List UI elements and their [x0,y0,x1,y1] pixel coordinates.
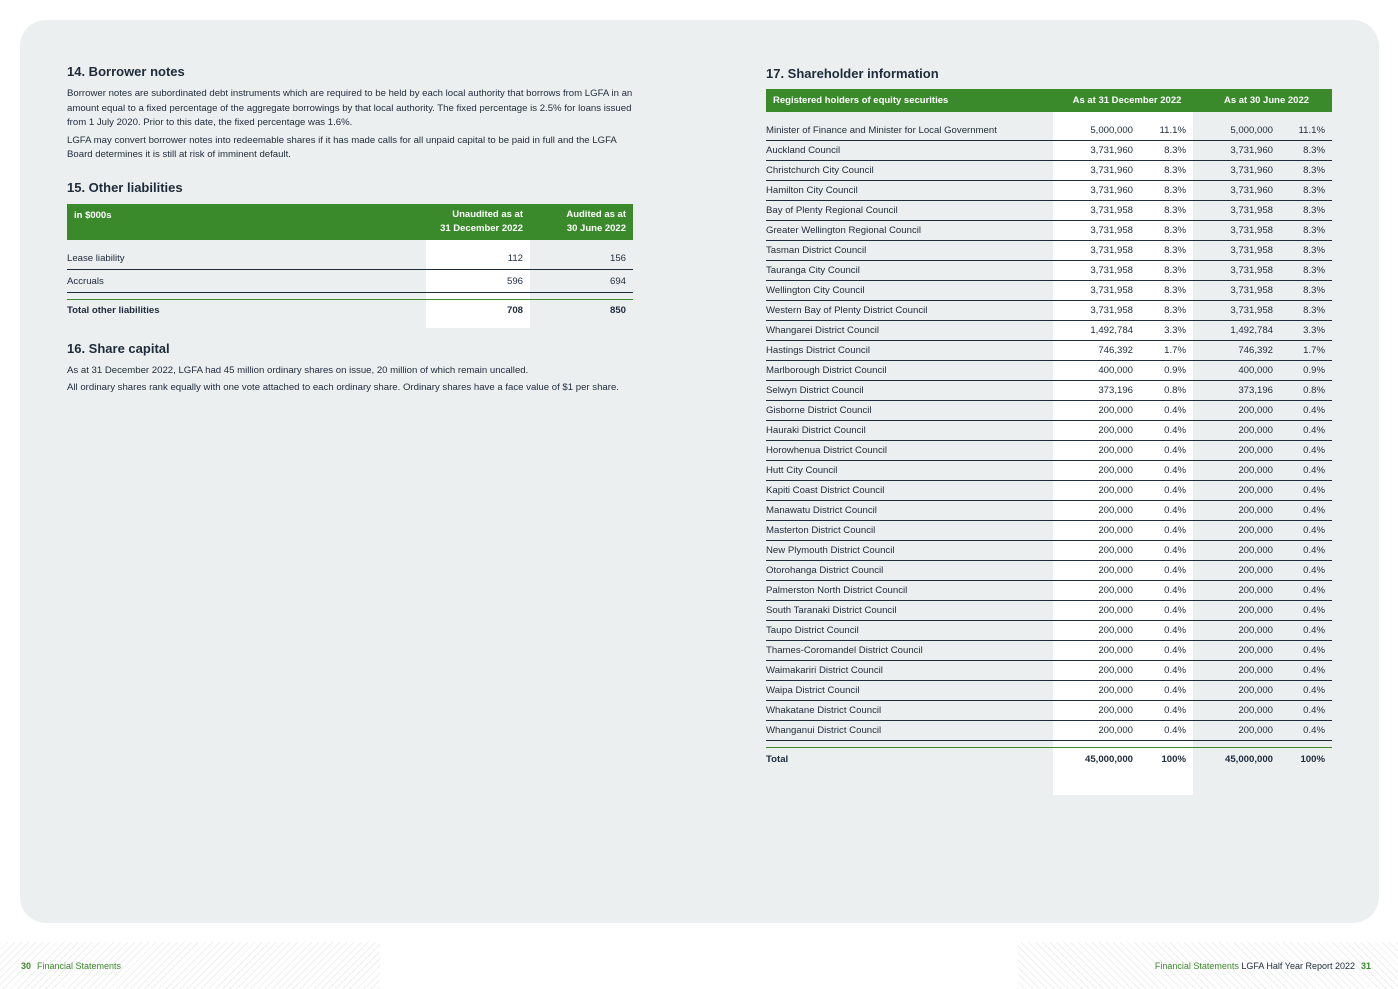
shares-jun: 200,000 [1238,465,1273,476]
shares-dec: 200,000 [1098,725,1133,736]
shares-jun: 3,731,958 [1230,245,1273,256]
row-value-audited: 156 [609,252,626,264]
holder-name: Tasman District Council [766,245,867,256]
page-number-right: 31 [1360,961,1371,971]
shares-jun: 373,196 [1238,385,1273,396]
table-row [766,161,1332,181]
shares-dec: 3,731,958 [1090,285,1133,296]
table-row [67,270,633,293]
table-row [766,601,1332,621]
holder-name: Whanganui District Council [766,725,882,736]
pct-dec: 8.3% [1164,245,1186,256]
holder-name: Hastings District Council [766,345,870,356]
holder-name: Whakatane District Council [766,705,882,716]
holder-name: Selwyn District Council [766,385,864,396]
holder-name: Thames-Coromandel District Council [766,645,923,656]
pct-dec: 0.8% [1164,385,1186,396]
table-row [766,201,1332,221]
pct-jun: 0.4% [1303,565,1325,576]
holder-name: Christchurch City Council [766,165,874,176]
pct-dec: 0.4% [1164,505,1186,516]
pct-jun: 0.4% [1303,705,1325,716]
table-row [766,281,1332,301]
pct-jun: 0.4% [1303,605,1325,616]
pct-jun: 8.3% [1303,185,1325,196]
table-row [766,321,1332,341]
share-capital-para-2: All ordinary shares rank equally with one vote attached to each ordinary share. Ordinary shares have a face value of $1 per share. [67,382,619,393]
shares-jun: 3,731,958 [1230,285,1273,296]
holder-name: Waipa District Council [766,685,860,696]
pct-dec: 11.1% [1159,125,1186,136]
shares-dec: 200,000 [1098,545,1133,556]
shares-dec: 3,731,958 [1090,245,1133,256]
pct-dec: 0.4% [1164,625,1186,636]
shares-dec: 200,000 [1098,445,1133,456]
table-row [67,251,633,270]
pct-dec: 3.3% [1164,325,1186,336]
shares-jun: 746,392 [1238,345,1273,356]
share-capital-para-1: As at 31 December 2022, LGFA had 45 million ordinary shares on issue, 20 million of which remain uncalled. [67,364,529,376]
pct-jun: 0.4% [1303,625,1325,636]
shares-jun: 200,000 [1238,665,1273,676]
holder-name: Otorohanga District Council [766,565,884,576]
row-value-unaudited: 596 [506,275,523,287]
pct-dec: 0.4% [1164,425,1186,436]
pct-jun: 0.4% [1303,665,1325,676]
other-liabilities-heading: 15. Other liabilities [67,179,183,195]
pct-jun: 0.4% [1303,725,1325,736]
pct-jun: 8.3% [1303,285,1325,296]
pct-jun: 8.3% [1303,305,1325,316]
pct-dec: 0.4% [1164,705,1186,716]
holder-name: Greater Wellington Regional Council [766,225,922,236]
shares-dec: 200,000 [1098,605,1133,616]
header-unaudited-line2: 31 December 2022 [440,222,523,234]
pct-jun: 8.3% [1303,145,1325,156]
other-liabilities-table [67,204,633,321]
right-column [766,66,1332,771]
header-unaudited-line1: Unaudited as at [452,208,523,220]
pct-jun: 8.3% [1303,265,1325,276]
holder-name: Waimakariri District Council [766,665,883,676]
row-value-audited: 694 [609,275,626,287]
pct-jun: 1.7% [1303,345,1325,356]
holder-name: Gisborne District Council [766,405,872,416]
pct-dec: 0.4% [1164,525,1186,536]
shares-dec: 746,392 [1098,345,1133,356]
shares-jun: 400,000 [1238,365,1273,376]
pct-dec: 0.4% [1164,605,1186,616]
pct-jun: 0.4% [1303,505,1325,516]
shares-jun: 3,731,960 [1230,185,1273,196]
table-row [766,721,1332,741]
table-row [766,401,1332,421]
pct-jun: 0.4% [1303,685,1325,696]
shareholder-rows [766,121,1332,741]
total-pct-jun: 100% [1300,754,1325,765]
total-label: Total other liabilities [67,304,160,316]
holder-name: Western Bay of Plenty District Council [766,305,928,316]
pct-jun: 8.3% [1303,165,1325,176]
holder-name: New Plymouth District Council [766,545,895,556]
table-row [766,221,1332,241]
table-row [766,561,1332,581]
pct-dec: 8.3% [1164,185,1186,196]
table-row [766,521,1332,541]
shares-dec: 5,000,000 [1090,125,1133,136]
pct-dec: 0.4% [1164,445,1186,456]
shares-jun: 200,000 [1238,725,1273,736]
shares-dec: 200,000 [1098,525,1133,536]
pct-dec: 8.3% [1164,265,1186,276]
share-capital-heading: 16. Share capital [67,340,170,356]
shares-dec: 3,731,960 [1090,165,1133,176]
shares-dec: 200,000 [1098,485,1133,496]
table-row [766,501,1332,521]
pct-dec: 0.4% [1164,645,1186,656]
header-holders: Registered holders of equity securities [773,95,949,106]
shares-dec: 400,000 [1098,365,1133,376]
holder-name: Marlborough District Council [766,365,887,376]
pct-jun: 0.4% [1303,425,1325,436]
pct-jun: 0.4% [1303,545,1325,556]
shares-jun: 200,000 [1238,585,1273,596]
borrower-notes-heading: 14. Borrower notes [67,64,185,79]
pct-dec: 0.4% [1164,565,1186,576]
pct-dec: 0.4% [1164,665,1186,676]
shares-jun: 200,000 [1238,545,1273,556]
total-label: Total [766,754,789,765]
shareholder-heading: 17. Shareholder information [766,66,939,81]
shares-jun: 200,000 [1238,425,1273,436]
holder-name: Horowhenua District Council [766,445,888,456]
shares-jun: 200,000 [1238,645,1273,656]
holder-name: Kapiti Coast District Council [766,485,885,496]
shares-dec: 373,196 [1098,385,1133,396]
shares-jun: 200,000 [1238,625,1273,636]
shares-dec: 200,000 [1098,645,1133,656]
shares-jun: 3,731,960 [1230,145,1273,156]
pct-jun: 11.1% [1298,125,1325,136]
shares-dec: 1,492,784 [1090,325,1133,336]
pct-jun: 0.4% [1303,405,1325,416]
borrower-notes-para-1: Borrower notes are subordinated debt instruments which are required to be held by each local authority that borrows from LGFA in an amount equal to a fixed percentage of the aggregate borrowings by that local authority. The fixed percentage is 2.5% for loans issued from 1 July 2020. Prior to this date, the fixed percentage was 1.6%. [67,88,633,128]
table-row [766,481,1332,501]
table-row [766,361,1332,381]
pct-jun: 0.4% [1303,525,1325,536]
pct-dec: 8.3% [1164,205,1186,216]
shares-dec: 3,731,958 [1090,225,1133,236]
pct-jun: 0.8% [1303,385,1325,396]
table-row [766,681,1332,701]
pct-dec: 8.3% [1164,225,1186,236]
table-row [766,141,1332,161]
shares-jun: 200,000 [1238,685,1273,696]
holder-name: Tauranga City Council [766,265,860,276]
total-unaudited: 708 [506,304,523,316]
page-number-left: 30 [21,961,32,971]
holder-name: Minister of Finance and Minister for Local Government [766,125,997,136]
shares-dec: 200,000 [1098,685,1133,696]
table-row [766,641,1332,661]
shares-dec: 3,731,960 [1090,185,1133,196]
header-audited-line2: 30 June 2022 [566,222,626,234]
row-label: Accruals [67,275,104,287]
holder-name: Hamilton City Council [766,185,858,196]
pct-jun: 0.4% [1303,445,1325,456]
table-row [766,301,1332,321]
holder-name: Bay of Plenty Regional Council [766,205,898,216]
shares-jun: 200,000 [1238,705,1273,716]
header-units: in $000s [74,209,112,221]
shares-dec: 200,000 [1098,565,1133,576]
pct-jun: 8.3% [1303,205,1325,216]
total-shares-jun: 45,000,000 [1224,754,1273,765]
table-row [766,541,1332,561]
shares-dec: 3,731,958 [1090,265,1133,276]
shares-dec: 200,000 [1098,465,1133,476]
table-row [766,421,1332,441]
shares-jun: 200,000 [1238,485,1273,496]
shares-jun: 3,731,958 [1230,205,1273,216]
table-header [766,89,1332,112]
shares-dec: 3,731,960 [1090,145,1133,156]
shares-jun: 3,731,958 [1230,305,1273,316]
holder-name: South Taranaki District Council [766,605,897,616]
header-audited [530,204,633,240]
pct-dec: 0.4% [1164,725,1186,736]
shares-jun: 200,000 [1238,565,1273,576]
shares-jun: 3,731,958 [1230,225,1273,236]
pct-jun: 0.4% [1303,485,1325,496]
pct-dec: 0.4% [1164,585,1186,596]
shares-dec: 3,731,958 [1090,205,1133,216]
pct-dec: 8.3% [1164,305,1186,316]
table-row [766,621,1332,641]
shares-jun: 3,731,960 [1230,165,1273,176]
pct-dec: 0.4% [1164,465,1186,476]
footer-report-title: LGFA Half Year Report 2022 [1238,961,1355,971]
table-row [766,241,1332,261]
shares-dec: 200,000 [1098,705,1133,716]
holder-name: Palmerston North District Council [766,585,908,596]
left-column [67,64,633,396]
header-jun-2022: As at 30 June 2022 [1223,95,1310,106]
holder-name: Wellington City Council [766,285,865,296]
table-row [766,341,1332,361]
shares-dec: 200,000 [1098,625,1133,636]
pct-dec: 0.9% [1164,365,1186,376]
shares-jun: 3,731,958 [1230,265,1273,276]
shares-jun: 1,492,784 [1230,325,1273,336]
shares-jun: 200,000 [1238,445,1273,456]
shares-jun: 200,000 [1238,505,1273,516]
pct-jun: 0.4% [1303,645,1325,656]
pct-jun: 0.4% [1303,585,1325,596]
pct-jun: 8.3% [1303,245,1325,256]
footer-left [21,961,121,971]
pct-jun: 3.3% [1303,325,1325,336]
table-row [766,461,1332,481]
row-label: Lease liability [67,252,125,264]
pct-dec: 0.4% [1164,405,1186,416]
shares-dec: 3,731,958 [1090,305,1133,316]
row-value-unaudited: 112 [507,252,523,264]
header-audited-line1: Audited as at [566,208,626,220]
table-row [766,661,1332,681]
table-row [766,701,1332,721]
shares-dec: 200,000 [1098,665,1133,676]
total-row [67,299,633,321]
table-row [766,581,1332,601]
header-unaudited [426,204,530,240]
pct-dec: 8.3% [1164,285,1186,296]
total-row [766,747,1332,771]
holder-name: Taupo District Council [766,625,859,636]
footer-section-right: Financial Statements [1154,961,1239,971]
holder-name: Hauraki District Council [766,425,866,436]
pct-jun: 0.9% [1303,365,1325,376]
total-shares-dec: 45,000,000 [1084,754,1133,765]
shares-jun: 200,000 [1238,405,1273,416]
shares-dec: 200,000 [1098,425,1133,436]
pct-jun: 8.3% [1303,225,1325,236]
table-row [766,261,1332,281]
table-row [766,381,1332,401]
table-row [766,441,1332,461]
shares-dec: 200,000 [1098,585,1133,596]
holder-name: Manawatu District Council [766,505,877,516]
pct-dec: 0.4% [1164,545,1186,556]
shares-jun: 5,000,000 [1230,125,1273,136]
holder-name: Whangarei District Council [766,325,880,336]
pct-dec: 8.3% [1164,165,1186,176]
total-audited: 850 [609,304,626,316]
footer-section-left: Financial Statements [37,961,122,971]
shares-jun: 200,000 [1238,525,1273,536]
header-dec-2022: As at 31 December 2022 [1072,95,1182,106]
pct-jun: 0.4% [1303,465,1325,476]
shareholder-table [766,89,1332,771]
pct-dec: 8.3% [1164,145,1186,156]
holder-name: Hutt City Council [766,465,838,476]
shares-dec: 200,000 [1098,405,1133,416]
table-row [766,181,1332,201]
total-pct-dec: 100% [1161,754,1186,765]
table-header [67,204,633,240]
shares-jun: 200,000 [1238,605,1273,616]
pct-dec: 0.4% [1164,485,1186,496]
shares-dec: 200,000 [1098,505,1133,516]
table-row [766,121,1332,141]
holder-name: Masterton District Council [766,525,876,536]
pct-dec: 1.7% [1164,345,1186,356]
borrower-notes-para-2: LGFA may convert borrower notes into redeemable shares if it has made calls for all unpaid capital to be paid in full and the LGFA Board determines it is still at risk of imminent default. [67,134,617,160]
holder-name: Auckland Council [766,145,841,156]
footer-right [1155,961,1371,971]
pct-dec: 0.4% [1164,685,1186,696]
